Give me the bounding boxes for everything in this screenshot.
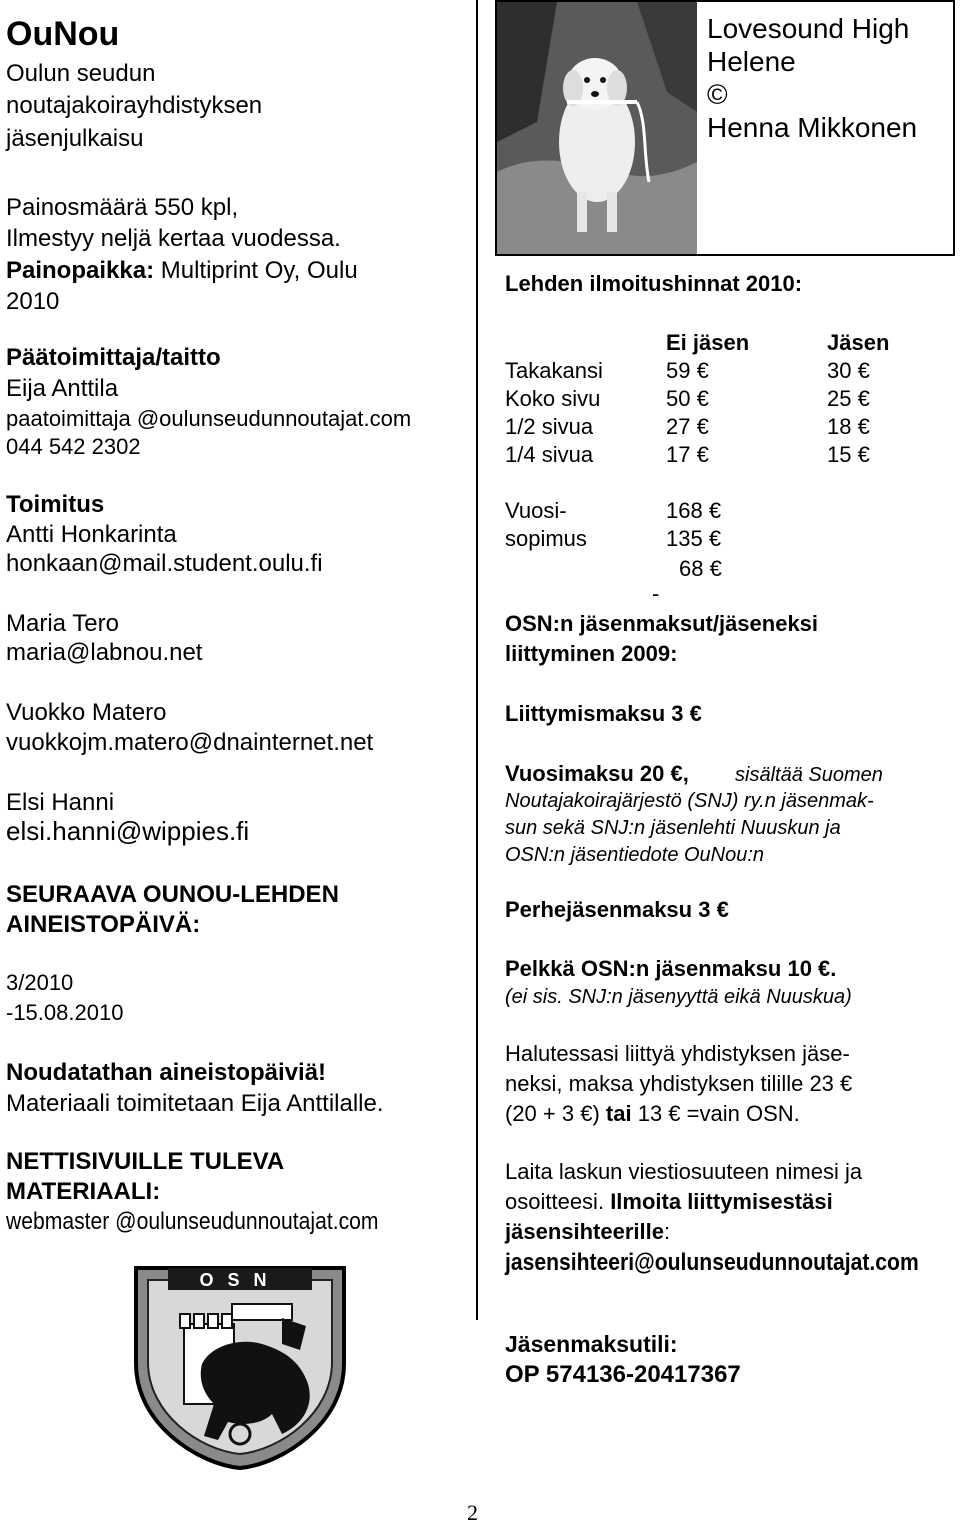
logo-text: OSN bbox=[199, 1270, 281, 1290]
staff-name-1: Antti Honkarinta bbox=[6, 521, 177, 548]
subtitle-line-3: jäsenjulkaisu bbox=[6, 125, 144, 152]
family-fee: Perhejäsenmaksu 3 € bbox=[505, 897, 729, 922]
editor-phone: 044 542 2302 bbox=[6, 434, 141, 459]
photo-caption-4: Henna Mikkonen bbox=[707, 112, 918, 143]
printer-line bbox=[6, 256, 358, 286]
respect-text: Materiaali toimitetaan Eija Anttilalle. bbox=[6, 1090, 384, 1117]
frequency: Ilmestyy neljä kertaa vuodessa. bbox=[6, 225, 341, 252]
invoice-text-2a: osoitteesi. bbox=[505, 1189, 605, 1214]
price-nonmember-2: 50 € bbox=[666, 386, 709, 411]
invoice-text-3 bbox=[505, 1218, 670, 1246]
contract-price-2: 135 € bbox=[666, 526, 722, 551]
annual-fee-note-2: Noutajakoirajärjestö (SNJ) ry.n jäsenmak- bbox=[505, 790, 874, 812]
dog-photo bbox=[497, 2, 697, 254]
web-heading-2: MATERIAALI: bbox=[6, 1178, 161, 1205]
print-run: Painosmäärä 550 kpl, bbox=[6, 194, 239, 221]
invoice-colon: : bbox=[663, 1219, 671, 1244]
publication-title: OuNou bbox=[6, 15, 120, 53]
price-label-1: Takakansi bbox=[505, 358, 603, 383]
osn-logo bbox=[132, 1264, 348, 1472]
price-label-4: 1/4 sivua bbox=[505, 442, 594, 467]
account-heading: Jäsenmaksutili: bbox=[505, 1331, 678, 1357]
deadline-heading-1: SEURAAVA OUNOU-LEHDEN bbox=[6, 881, 339, 908]
staff-email-2: maria@labnou.net bbox=[6, 639, 203, 666]
subtitle-line-2: noutajakoirayhdistyksen bbox=[6, 92, 263, 119]
subtitle-line-1: Oulun seudun bbox=[6, 60, 156, 87]
ads-heading: Lehden ilmoitushinnat 2010: bbox=[505, 271, 803, 296]
printer-label: Painopaikka: bbox=[6, 257, 155, 284]
osn-only-fee: Pelkkä OSN:n jäsenmaksu 10 €. bbox=[505, 956, 837, 981]
join-text-end: 13 € =vain OSN. bbox=[637, 1101, 800, 1126]
price-label-3: 1/2 sivua bbox=[505, 414, 594, 439]
respect-heading: Noudatathan aineistopäiviä! bbox=[6, 1059, 327, 1086]
staff-name-3: Vuokko Matero bbox=[6, 699, 167, 726]
price-member-4: 15 € bbox=[827, 442, 870, 467]
price-nonmember-1: 59 € bbox=[666, 358, 709, 383]
price-nonmember-4: 17 € bbox=[666, 442, 709, 467]
web-email: webmaster @oulunseudunnoutajat.com bbox=[6, 1208, 379, 1235]
printer-value: Multiprint Oy, Oulu bbox=[154, 257, 358, 284]
contract-price-3: 68 € bbox=[679, 556, 722, 581]
osn-only-note: (ei sis. SNJ:n jäsenyyttä eikä Nuuskua) bbox=[505, 986, 852, 1008]
staff-email-3: vuokkojm.matero@dnainternet.net bbox=[6, 729, 374, 756]
editor-heading: Päätoimittaja/taitto bbox=[6, 344, 221, 371]
account-number: OP 574136-20417367 bbox=[505, 1361, 741, 1388]
annual-fee: Vuosimaksu 20 €, bbox=[505, 761, 689, 786]
deadline-date: -15.08.2010 bbox=[6, 1000, 124, 1025]
price-header-non-member: Ei jäsen bbox=[666, 330, 750, 355]
contract-label-2: sopimus bbox=[505, 526, 587, 551]
invoice-notify-2: jäsensihteerille bbox=[505, 1219, 664, 1244]
deadline-heading-2: AINEISTOPÄIVÄ: bbox=[6, 911, 201, 938]
deadline-issue: 3/2010 bbox=[6, 970, 74, 995]
join-text-2: neksi, maksa yhdistyksen tilille 23 € bbox=[505, 1071, 853, 1096]
column-divider bbox=[476, 0, 478, 1320]
annual-fee-note-4: OSN:n jäsentiedote OuNou:n bbox=[505, 844, 765, 866]
staff-email-4: elsi.hanni@wippies.fi bbox=[6, 816, 250, 846]
staff-name-4: Elsi Hanni bbox=[6, 789, 115, 816]
price-header-member: Jäsen bbox=[827, 330, 890, 355]
staff-email-1: honkaan@mail.student.oulu.fi bbox=[6, 550, 323, 577]
secretary-email: jasensihteeri@oulunseudunnoutajat.com bbox=[505, 1249, 919, 1276]
photo-caption-3: © bbox=[707, 79, 728, 110]
editor-name: Eija Anttila bbox=[6, 375, 119, 402]
annual-fee-note-3: sun sekä SNJ:n jäsenlehti Nuuskun ja bbox=[505, 817, 841, 839]
photo-frame bbox=[495, 0, 955, 256]
contract-price-1: 168 € bbox=[666, 498, 722, 523]
staff-name-2: Maria Tero bbox=[6, 610, 119, 637]
printer-year: 2010 bbox=[6, 288, 60, 315]
joining-fee: Liittymismaksu 3 € bbox=[505, 701, 702, 726]
price-member-1: 30 € bbox=[827, 358, 870, 383]
staff-heading: Toimitus bbox=[6, 491, 105, 518]
invoice-notify: Ilmoita liittymisestäsi bbox=[610, 1189, 833, 1214]
join-or: tai bbox=[605, 1101, 632, 1126]
invoice-text-2 bbox=[505, 1188, 833, 1216]
contract-label-1: Vuosi- bbox=[505, 498, 567, 523]
invoice-text-1: Laita laskun viestiosuuteen nimesi ja bbox=[505, 1159, 863, 1184]
join-text-1: Halutessasi liittyä yhdistyksen jäse- bbox=[505, 1041, 850, 1066]
editor-email: paatoimittaja @oulunseudunnoutajat.com bbox=[6, 406, 412, 431]
web-heading-1: NETTISIVUILLE TULEVA bbox=[6, 1148, 285, 1175]
osn-heading-2: liittyminen 2009: bbox=[505, 641, 678, 666]
price-member-3: 18 € bbox=[827, 414, 870, 439]
join-text-3 bbox=[505, 1100, 800, 1128]
photo-caption-2: Helene bbox=[707, 46, 796, 77]
photo-caption-1: Lovesound High bbox=[707, 13, 910, 44]
contract-dash: - bbox=[652, 581, 660, 606]
osn-heading-1: OSN:n jäsenmaksut/jäseneksi bbox=[505, 611, 819, 636]
price-nonmember-3: 27 € bbox=[666, 414, 709, 439]
price-label-2: Koko sivu bbox=[505, 386, 601, 411]
price-member-2: 25 € bbox=[827, 386, 870, 411]
annual-fee-note-1: sisältää Suomen bbox=[735, 764, 883, 786]
join-text-3a: (20 + 3 €) bbox=[505, 1101, 600, 1126]
page-number: 2 bbox=[467, 1500, 478, 1525]
